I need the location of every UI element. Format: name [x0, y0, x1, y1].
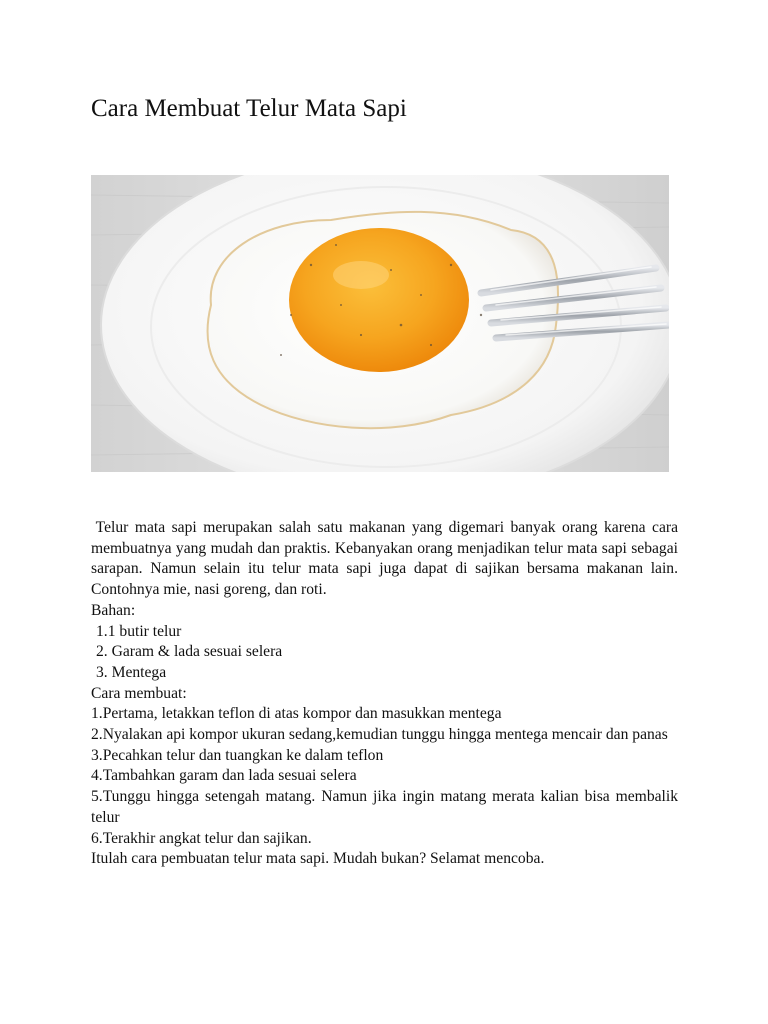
steps-heading: Cara membuat: [91, 684, 187, 702]
step-item: 1.Pertama, letakkan teflon di atas kompor dan masukkan mentega [91, 705, 502, 723]
step-item: 6.Terakhir angkat telur dan sajikan. [91, 829, 312, 847]
closing-paragraph: Itulah cara pembuatan telur mata sapi. Mudah bukan? Selamat mencoba. [91, 850, 545, 868]
step-item: 4.Tambahkan garam dan lada sesuai selera [91, 767, 357, 785]
fried-egg-photo-icon [91, 175, 669, 472]
step-item: 2.Nyalakan api kompor ukuran sedang,kemudian tunggu hingga mentega mencair dan panas [91, 726, 668, 744]
page-title: Cara Membuat Telur Mata Sapi [91, 95, 407, 122]
ingredient-item: 1.1 butir telur [96, 622, 182, 640]
fried-egg-photo [91, 175, 669, 472]
ingredient-item: 3. Mentega [96, 663, 167, 681]
step-item: 5.Tunggu hingga setengah matang. Namun jika ingin matang merata kalian bisa membalik telur [91, 788, 678, 826]
ingredients-heading: Bahan: [91, 601, 136, 619]
intro-paragraph: Telur mata sapi merupakan salah satu makanan yang digemari banyak orang karena cara membuatnya yang mudah dan praktis. Kebanyakan orang menjadikan telur mata sapi sebagai sarapan. Namun selain itu telur mata sapi juga dapat di sajikan bersama makanan lain. Contohnya mie, nasi goreng, dan roti. [91, 519, 678, 599]
recipe-body [91, 518, 678, 870]
step-item: 3.Pecahkan telur dan tuangkan ke dalam teflon [91, 746, 384, 764]
ingredient-item: 2. Garam & lada sesuai selera [96, 643, 283, 661]
